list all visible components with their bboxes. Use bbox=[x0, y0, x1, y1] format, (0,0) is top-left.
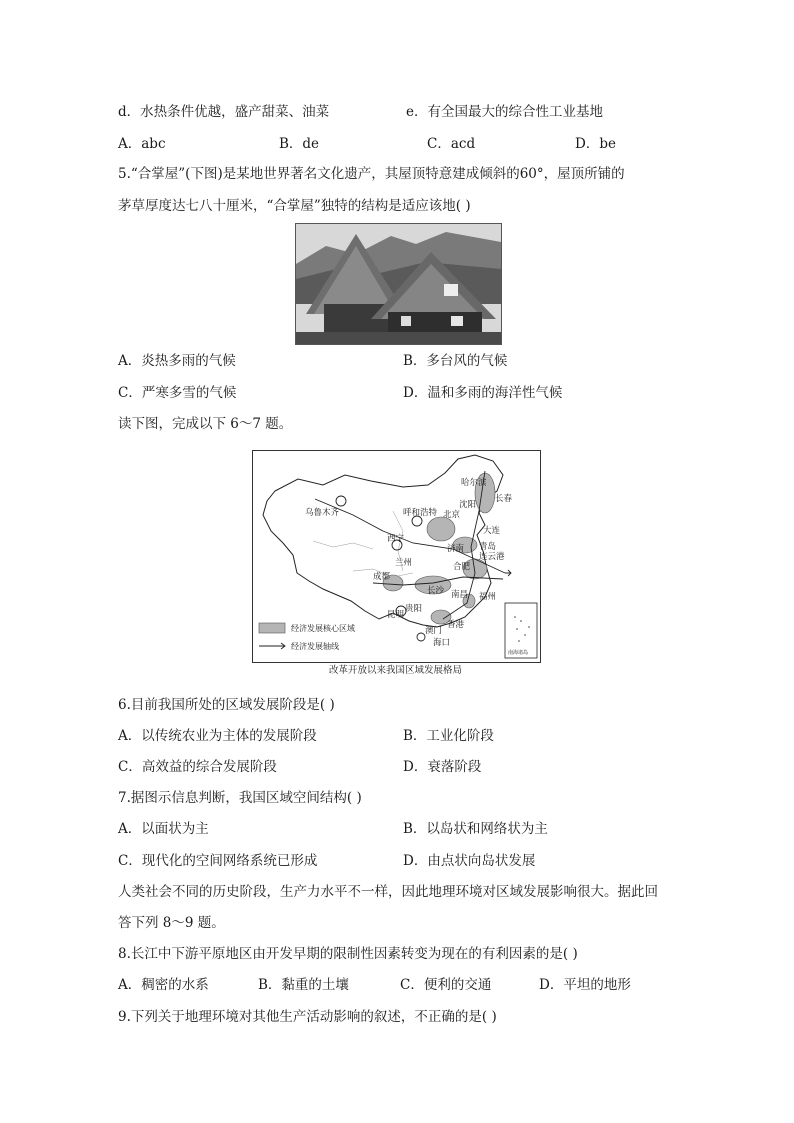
gassho-house-photo bbox=[295, 223, 502, 345]
q4-item-d: d．水热条件优越，盛产甜菜、油菜 bbox=[118, 104, 330, 120]
q6-option-c: C．高效益的综合发展阶段 bbox=[118, 759, 277, 775]
city-lanzhou: 兰州 bbox=[395, 558, 413, 568]
city-haikou: 海口 bbox=[433, 638, 451, 648]
q8-stem: 8.长江中下游平原地区由开发早期的限制性因素转变为现在的有利因素的是( ) bbox=[118, 946, 578, 962]
city-nanchang: 南昌 bbox=[451, 590, 469, 600]
city-jinan: 济南 bbox=[447, 544, 465, 554]
china-region-map bbox=[252, 450, 541, 663]
q8-option-d: D．平坦的地形 bbox=[539, 977, 631, 993]
q4-option-c: C．acd bbox=[427, 136, 476, 152]
haikou-circle bbox=[417, 633, 425, 641]
q5-option-c: C．严寒多雪的气候 bbox=[118, 385, 237, 401]
q4-option-b: B．de bbox=[279, 136, 320, 152]
q5-option-b: B．多台风的气候 bbox=[403, 353, 508, 369]
city-huhehaote: 呼和浩特 bbox=[403, 508, 438, 518]
q6-stem: 6.目前我国所处的区域发展阶段是( ) bbox=[118, 697, 335, 713]
q8-option-c: C．便利的交通 bbox=[400, 977, 492, 993]
city-xianggang: 香港 bbox=[447, 620, 465, 630]
intro-8-9-line2: 答下列 8～9 题。 bbox=[118, 915, 225, 931]
q6-option-a: A．以传统农业为主体的发展阶段 bbox=[118, 728, 317, 744]
legend-core-swatch bbox=[259, 623, 285, 633]
inset-label: 南海诸岛 bbox=[508, 650, 529, 656]
city-shenyang: 沈阳 bbox=[459, 500, 477, 510]
core-jingjin bbox=[427, 517, 455, 541]
q5-stem-line2: 茅草厚度达七八十厘米，“合掌屋”独特的结构是适应该地( ) bbox=[118, 198, 471, 214]
city-chengdu: 成都 bbox=[373, 572, 391, 582]
city-guiyang: 贵阳 bbox=[405, 604, 423, 614]
city-haerbin: 哈尔滨 bbox=[461, 478, 487, 488]
city-beijing: 北京 bbox=[443, 510, 461, 520]
q7-stem: 7.据图示信息判断，我国区域空间结构( ) bbox=[118, 790, 362, 806]
city-hefei: 合肥 bbox=[453, 562, 471, 572]
city-changchun: 长春 bbox=[495, 494, 513, 504]
city-changsha: 长沙 bbox=[427, 586, 445, 596]
q5-stem-line1: 5.“合掌屋”(下图)是某地世界著名文化遗产，其屋顶特意建成倾斜的60°，屋顶所铺的 bbox=[118, 166, 625, 182]
legend-axis-arrow bbox=[259, 643, 285, 649]
q6-option-d: D．衰落阶段 bbox=[403, 759, 482, 775]
city-fuzhou: 福州 bbox=[479, 592, 497, 602]
intro-8-9-line1: 人类社会不同的历史阶段，生产力水平不一样，因此地理环境对区域发展影响很大。据此回 bbox=[118, 884, 658, 900]
q6-option-b: B．工业化阶段 bbox=[403, 728, 494, 744]
q8-option-a: A．稠密的水系 bbox=[118, 977, 209, 993]
q5-option-d: D．温和多雨的海洋性气候 bbox=[403, 385, 563, 401]
q8-option-b: B．黏重的土壤 bbox=[258, 977, 349, 993]
q7-option-d: D．由点状向岛状发展 bbox=[403, 853, 536, 869]
intro-6-7: 读下图，完成以下 6～7 题。 bbox=[118, 416, 293, 432]
q4-option-a: A．abc bbox=[118, 136, 166, 152]
city-dalian: 大连 bbox=[483, 526, 501, 536]
legend-axis-label: 经济发展轴线 bbox=[291, 642, 339, 651]
q9-stem: 9.下列关于地理环境对其他生产活动影响的叙述，不正确的是( ) bbox=[118, 1009, 497, 1025]
city-aomen: 澳门 bbox=[425, 626, 443, 636]
q7-option-a: A．以面状为主 bbox=[118, 821, 209, 837]
legend-core-label: 经济发展核心区域 bbox=[291, 624, 355, 633]
q7-option-b: B．以岛状和网络状为主 bbox=[403, 821, 548, 837]
city-qingdao: 青岛 bbox=[479, 542, 497, 552]
city-xining: 西宁 bbox=[387, 534, 405, 544]
q5-option-a: A．炎热多雨的气候 bbox=[118, 353, 236, 369]
q4-item-e: e．有全国最大的综合性工业基地 bbox=[406, 104, 603, 120]
city-lianyungang: 连云港 bbox=[479, 552, 505, 562]
q4-option-d: D．be bbox=[575, 136, 616, 152]
map-caption: 改革开放以来我国区域发展格局 bbox=[328, 665, 462, 676]
q7-option-c: C．现代化的空间网络系统已形成 bbox=[118, 853, 318, 869]
city-kunming: 昆明 bbox=[387, 610, 405, 620]
city-wulumuqi: 乌鲁木齐 bbox=[305, 508, 340, 518]
